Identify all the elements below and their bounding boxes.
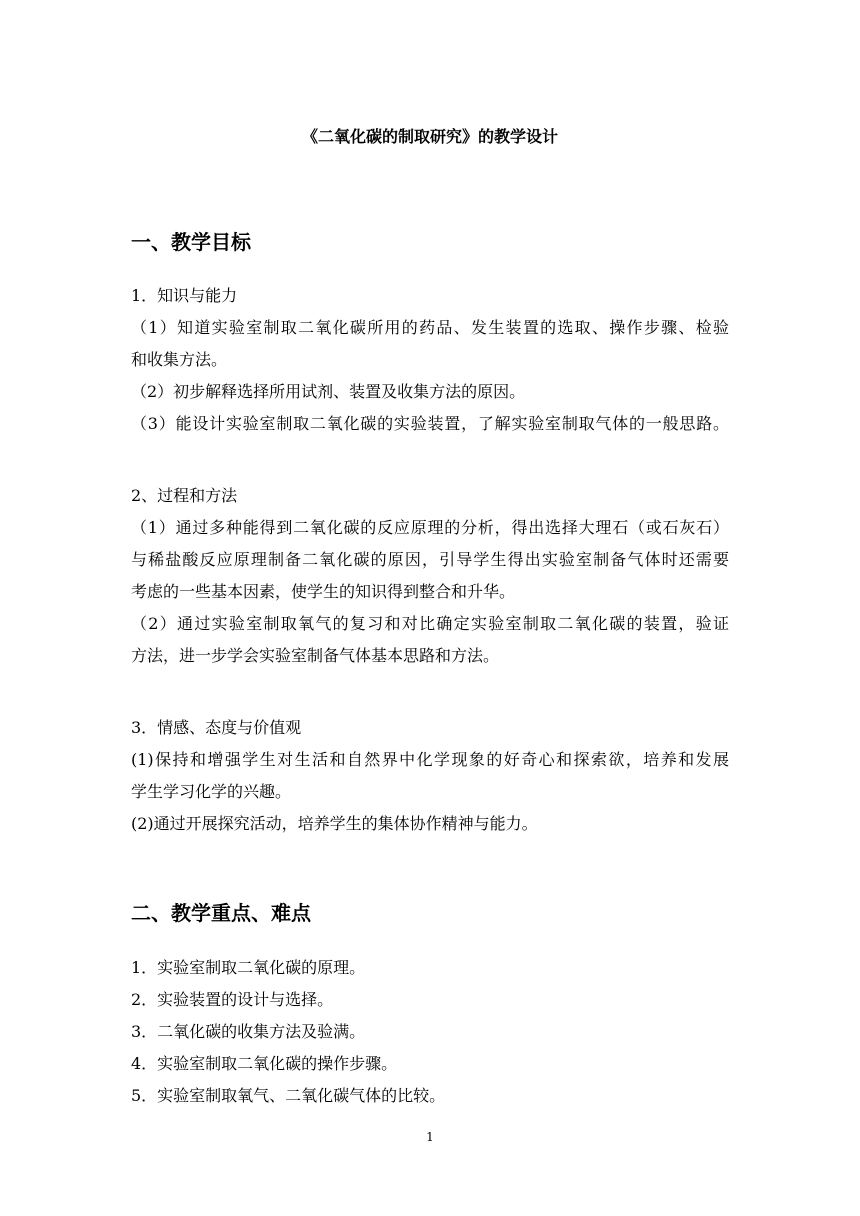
list-item: 3．二氧化碳的收集方法及验满。: [131, 1022, 366, 1041]
paragraph-line: （2）初步解释选择所用试剂、装置及收集方法的原因。: [131, 382, 526, 401]
section-heading-key-points: 二、教学重点、难点: [131, 901, 311, 925]
paragraph-line: 方法，进一步学会实验室制备气体基本思路和方法。: [131, 646, 500, 665]
subsection-heading-knowledge: 1．知识与能力: [131, 286, 238, 305]
list-item: 4．实验室制取二氧化碳的操作步骤。: [131, 1054, 398, 1073]
list-item: 2．实验装置的设计与选择。: [131, 990, 334, 1009]
list-item: 1．实验室制取二氧化碳的原理。: [131, 958, 366, 977]
paragraph-line: （2）通过实验室制取氧气的复习和对比确定实验室制取二氧化碳的装置，验证: [131, 614, 729, 633]
paragraph-line: (1)保持和增强学生对生活和自然界中化学现象的好奇心和探索欲，培养和发展: [131, 750, 729, 769]
document-title: 《二氧化碳的制取研究》的教学设计: [301, 127, 558, 146]
page-number: 1: [426, 1130, 434, 1144]
subsection-heading-values: 3．情感、态度与价值观: [131, 718, 302, 737]
paragraph-line: (2)通过开展探究活动，培养学生的集体协作精神与能力。: [131, 814, 538, 833]
subsection-heading-process: 2、过程和方法: [131, 486, 238, 505]
paragraph-line: （1）知道实验室制取二氧化碳所用的药品、发生装置的选取、操作步骤、检验: [131, 318, 729, 337]
paragraph-line: 和收集方法。: [131, 350, 228, 369]
paragraph-line: （3）能设计实验室制取二氧化碳的实验装置，了解实验室制取气体的一般思路。: [131, 414, 729, 433]
paragraph-line: （1）通过多种能得到二氧化碳的反应原理的分析，得出选择大理石（或石灰石）: [131, 518, 729, 537]
paragraph-line: 学生学习化学的兴趣。: [131, 782, 292, 801]
paragraph-line: 与稀盐酸反应原理制备二氧化碳的原因，引导学生得出实验室制备气体时还需要: [131, 550, 729, 569]
paragraph-line: 考虑的一些基本因素，使学生的知识得到整合和升华。: [131, 582, 516, 601]
section-heading-objectives: 一、教学目标: [131, 230, 251, 254]
list-item: 5．实验室制取氧气、二氧化碳气体的比较。: [131, 1086, 446, 1105]
